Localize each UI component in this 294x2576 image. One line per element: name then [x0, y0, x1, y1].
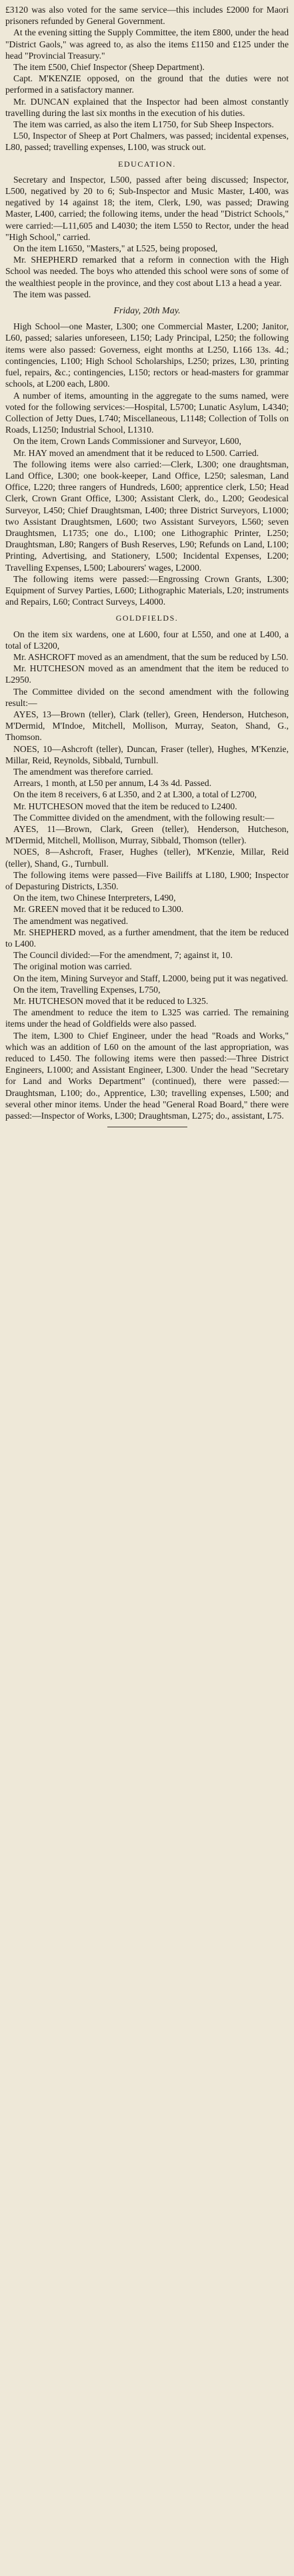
paragraph: On the item six wardens, one at L600, four at L550, and one at L400, a total of L3200,: [5, 629, 289, 651]
paragraph: The original motion was carried.: [13, 961, 132, 972]
paragraph: Mr. SHEPHERD remarked that a reform in connection with the High School was needed. The boys who attended this school were sons of some of the wealthiest people in the province, and they cost about L13 a head a year.: [5, 255, 289, 288]
paragraph: The Council divided:—For the amendment, 7; against it, 10.: [13, 950, 233, 961]
paragraph: Capt. M'KENZIE opposed, on the ground that the duties were not performed in a satisfactory manner.: [5, 73, 289, 95]
paragraph: The item was passed.: [13, 289, 91, 299]
newspaper-column: [0, 0, 294, 1121]
paragraph: At the evening sitting the Supply Committee, the item £800, under the head "District Gaols," was agreed to, as also the items £1150 and £125 under the head "Provincial Treasury.": [5, 27, 289, 61]
section-heading: GOLDFIELDS.: [115, 613, 179, 623]
paragraph: Mr. GREEN moved that it be reduced to L300.: [13, 904, 184, 915]
paragraph: £3120 was also voted for the same service—this includes £2000 for Maori prisoners refunded by General Government.: [5, 5, 289, 27]
paragraph: The Committee divided on the amendment, with the following result:—: [13, 812, 275, 823]
paragraph: High School—one Master, L300; one Commercial Master, L200; Janitor, L60, passed; salaries unforeseen, L150; Lady Principal, L250; the following items were also passed: Governess, eight months at L250, L166 13s. 4d.; contingencies, L100; High School Scholarships, L250; prizes, L30, printing fuel, repairs, &c.; contingencies, L150; rectors or head-masters for grammar schools, at L200 each, L800.: [5, 321, 289, 389]
paragraph: The following items were passed:—Engrossing Crown Grants, L300; Equipment of Survey Parties, L600; Lithographic Materials, L20; instruments and Repairs, L60; Contract Surveys, L4000.: [5, 573, 289, 607]
paragraph: On the item L1650, "Masters," at L525, being proposed,: [13, 243, 218, 254]
paragraph: The following items were also carried:—Clerk, L300; one draughtsman, Land Office, L300; one book-keeper, Land Office, L250; salesman, Land Office, L220; three rangers of Hundreds, L600; apprentice clerk, L50; Head Clerk, Crown Grant Office, L300; Assistant Clerk, do., L200; Geodesical Surveyor, L450; Chief Draughtsman, L400; three District Surveyors, L1000; two Assistant Draughtsmen, L600; two Assistant Surveyors, L560; seven Draughtsmen, L1735; one do., L100; one Lithographic Printer, L250; Draughtsman, L80; Rangers of Bush Reserves, L90; Refunds on Land, L100; Printing, Advertising, and Stationery, L500; Incidental Expenses, L200; Travelling Expenses, L500; Labourers' wages, L2000.: [5, 459, 289, 573]
paragraph: Mr. HUTCHESON moved that the item be reduced to L2400.: [13, 801, 237, 811]
paragraph: The item was carried, as also the item L1750, for Sub Sheep Inspectors.: [13, 119, 274, 130]
paragraph: The item £500, Chief Inspector (Sheep Department).: [13, 62, 205, 73]
paragraph: On the item, Crown Lands Commissioner and Surveyor, L600,: [13, 436, 241, 447]
paragraph: A number of items, amounting in the aggregate to the sums named, were voted for the following services:—Hospital, L5700; Lunatic Asylum, L4340; Collection of Jetty Dues, L740; Miscellaneous, L1148; Collection of Tolls on Roads, L1250; Industrial School, L1310.: [5, 390, 289, 435]
paragraph: AYES, 11—Brown, Clark, Green (teller), Henderson, Hutcheson, M'Dermid, Mitchell, Mollison, Murray, Sibbald, Thomson (teller).: [5, 824, 289, 846]
paragraph: Arrears, 1 month, at L50 per annum, L4 3s 4d. Passed.: [13, 778, 212, 789]
paragraph: Mr. HAY moved an amendment that it be reduced to L500. Carried.: [13, 447, 259, 458]
paragraph: Mr. DUNCAN explained that the Inspector had been almost constantly travelling during the last six months in the execution of his duties.: [5, 96, 289, 118]
paragraph: On the item, Travelling Expenses, L750,: [13, 984, 161, 995]
paragraph: The Committee divided on the second amendment with the following result:—: [5, 686, 289, 708]
paragraph: Mr. ASHCROFT moved as an amendment, that the sum be reduced by L50.: [13, 651, 289, 662]
paragraph: Mr. SHEPHERD moved, as a further amendment, that the item be reduced to L400.: [5, 927, 289, 949]
paragraph: On the item 8 receivers, 6 at L350, and 2 at L300, a total of L2700,: [13, 789, 257, 800]
paragraph: L50, Inspector of Sheep at Port Chalmers, was passed; incidental expenses, L80, passed; travelling expenses, L100, was struck out.: [5, 131, 289, 153]
paragraph: Mr. HUTCHESON moved that it be reduced to L325.: [13, 996, 209, 1007]
paragraph: The amendment to reduce the item to L325 was carried. The remaining items under the head of Goldfields were also passed.: [5, 1007, 289, 1029]
paragraph: The amendment was negatived.: [13, 915, 129, 926]
paragraph: Mr. HUTCHESON moved as an amendment that the item be reduced to L2950.: [5, 663, 289, 685]
paragraph: Secretary and Inspector, L500, passed after being discussed; Inspector, L500, negatived by 20 to 6; Sub-Inspector and Music Master, L400, was negatived by 14 against 18; the item, Clerk, L90, was passed; Drawing Master, L400, carried; the following items, under the head "District Schools," were carried:—L11,605 and L4030; the item L550 to Rector, under the head "High School," carried.: [5, 174, 289, 242]
paragraph: The following items were passed—Five Bailiffs at L180, L900; Inspector of Depasturing Districts, L350.: [5, 869, 289, 892]
paragraph: On the item, Mining Surveyor and Staff, L2000, being put it was negatived.: [13, 973, 289, 983]
paragraph: The amendment was therefore carried.: [13, 767, 153, 777]
paragraph: AYES, 13—Brown (teller), Clark (teller), Green, Henderson, Hutcheson, M'Dermid, M'Indoe, Mitchell, Mollison, Murray, Seaton, Shand, G., Thomson.: [5, 709, 289, 743]
date-heading: Friday, 20th May.: [113, 306, 181, 317]
paragraph: On the item, two Chinese Interpreters, L490,: [13, 893, 176, 903]
section-heading: EDUCATION.: [118, 159, 176, 169]
paragraph: NOES, 8—Ashcroft, Fraser, Hughes (teller), M'Kenzie, Millar, Reid (teller), Shand, G., Turnbull.: [5, 847, 289, 869]
paragraph: NOES, 10—Ashcroft (teller), Duncan, Fraser (teller), Hughes, M'Kenzie, Millar, Reid, Reynolds, Sibbald, Turnbull.: [5, 743, 289, 765]
paragraph: The item, L300 to Chief Engineer, under the head "Roads and Works," which was an addition of L60 on the amount of the last appropriation, was reduced to L450. The following items were then passed:—Three District Engineers, L1000; and Assistant Engineer, L300. Under the head "Secretary for Land and Works Department" (continued), there were passed:—Draughtsman, L100; do., Apprentice, L30; travelling expenses, L500; and several other minor items. Under the head "General Road Board," there were passed:—Inspector of Works, L300; Draughtsman, L275; do., assistant, L75.: [5, 1030, 289, 1121]
